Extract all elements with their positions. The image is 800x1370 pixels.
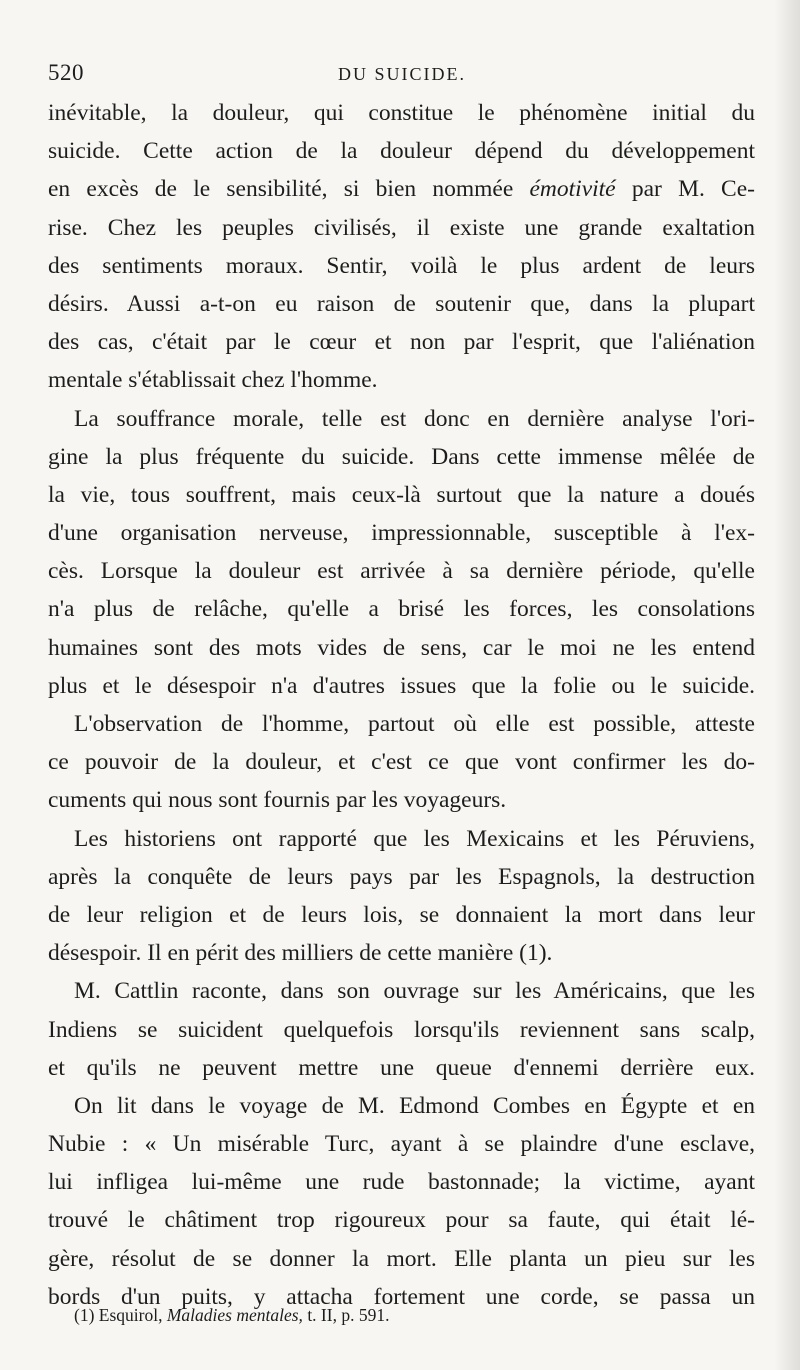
footnote-reference: t. II, p. 591. — [307, 1305, 390, 1325]
text-line: des sentiments moraux. Sentir, voilà le plus ardent de leurs — [48, 252, 755, 279]
text-line: n'a plus de relâche, qu'elle a brisé les forces, les consolations — [48, 596, 755, 623]
text-line: cuments qui nous sont fournis par les voyageurs. — [48, 787, 507, 814]
text-line: la vie, tous souffrent, mais ceux-là surtout que la nature a doués — [48, 481, 755, 508]
text-line: plus et le désespoir n'a d'autres issues que la folie ou le suicide. — [48, 672, 755, 699]
text-line: en excès de le sensibilité, si bien nommée émotivité par M. Ce- — [48, 176, 755, 203]
text-line: trouvé le châtiment trop rigoureux pour sa faute, qui était lé- — [48, 1207, 755, 1234]
text-line: de leur religion et de leurs lois, se donnaient la mort dans leur — [48, 901, 755, 928]
running-head: DU SUICIDE. — [338, 64, 466, 84]
text-line: suicide. Cette action de la douleur dépend du développement — [48, 138, 755, 165]
page-header — [48, 60, 758, 92]
text-line: Nubie : « Un misérable Turc, ayant à se plaindre d'une esclave, — [48, 1131, 755, 1158]
text-line: humaines sont des mots vides de sens, car le moi ne les entend — [48, 634, 755, 661]
text-line: bords d'un puits, y attacha fortement une corde, se passa un — [48, 1283, 755, 1310]
text-line: désirs. Aussi a-t-on eu raison de soutenir que, dans la plupart — [48, 290, 755, 317]
text-line: La souffrance morale, telle est donc en dernière analyse l'ori- — [74, 405, 755, 432]
text-line: Indiens se suicident quelquefois lorsqu'ils reviennent sans scalp, — [48, 1016, 755, 1043]
text-line: inévitable, la douleur, qui constitue le phénomène initial du — [48, 100, 755, 126]
text-line: gine la plus fréquente du suicide. Dans cette immense mêlée de — [48, 443, 755, 470]
footnote-title: Maladies mentales, — [166, 1305, 303, 1325]
footnote-marker: (1) Esquirol, — [74, 1305, 163, 1325]
text-line: après la conquête de leurs pays par les Espagnols, la destruction — [48, 863, 755, 890]
text-line: Les historiens ont rapporté que les Mexicains et les Péruviens, — [74, 825, 755, 852]
text-line: rise. Chez les peuples civilisés, il existe une grande exaltation — [48, 214, 755, 241]
page-edge-shadow — [774, 0, 800, 1370]
text-line: d'une organisation nerveuse, impressionnable, susceptible à l'ex- — [48, 520, 755, 547]
text-line: désespoir. Il en périt des milliers de cette manière (1). — [48, 940, 553, 967]
text-line: des cas, c'était par le cœur et non par l'esprit, que l'aliénation — [48, 329, 755, 356]
text-line: mentale s'établissait chez l'homme. — [48, 367, 378, 394]
page-number: 520 — [48, 60, 84, 85]
text-line: lui infligea lui-même une rude bastonnade; la victime, ayant — [48, 1169, 755, 1196]
body-text — [48, 94, 755, 1316]
text-line: M. Cattlin raconte, dans son ouvrage sur les Américains, que les — [74, 978, 755, 1005]
text-line: cès. Lorsque la douleur est arrivée à sa dernière période, qu'elle — [48, 558, 755, 585]
text-line: L'observation de l'homme, partout où elle est possible, atteste — [74, 711, 755, 737]
text-line: gère, résolut de se donner la mort. Elle planta un pieu sur les — [48, 1245, 755, 1272]
text-line: et qu'ils ne peuvent mettre une queue d'ennemi derrière eux. — [48, 1054, 755, 1081]
text-line: On lit dans le voyage de M. Edmond Combes en Égypte et en — [74, 1092, 755, 1119]
text-line: ce pouvoir de la douleur, et c'est ce que vont confirmer les do- — [48, 749, 755, 776]
footnote — [74, 1305, 389, 1326]
